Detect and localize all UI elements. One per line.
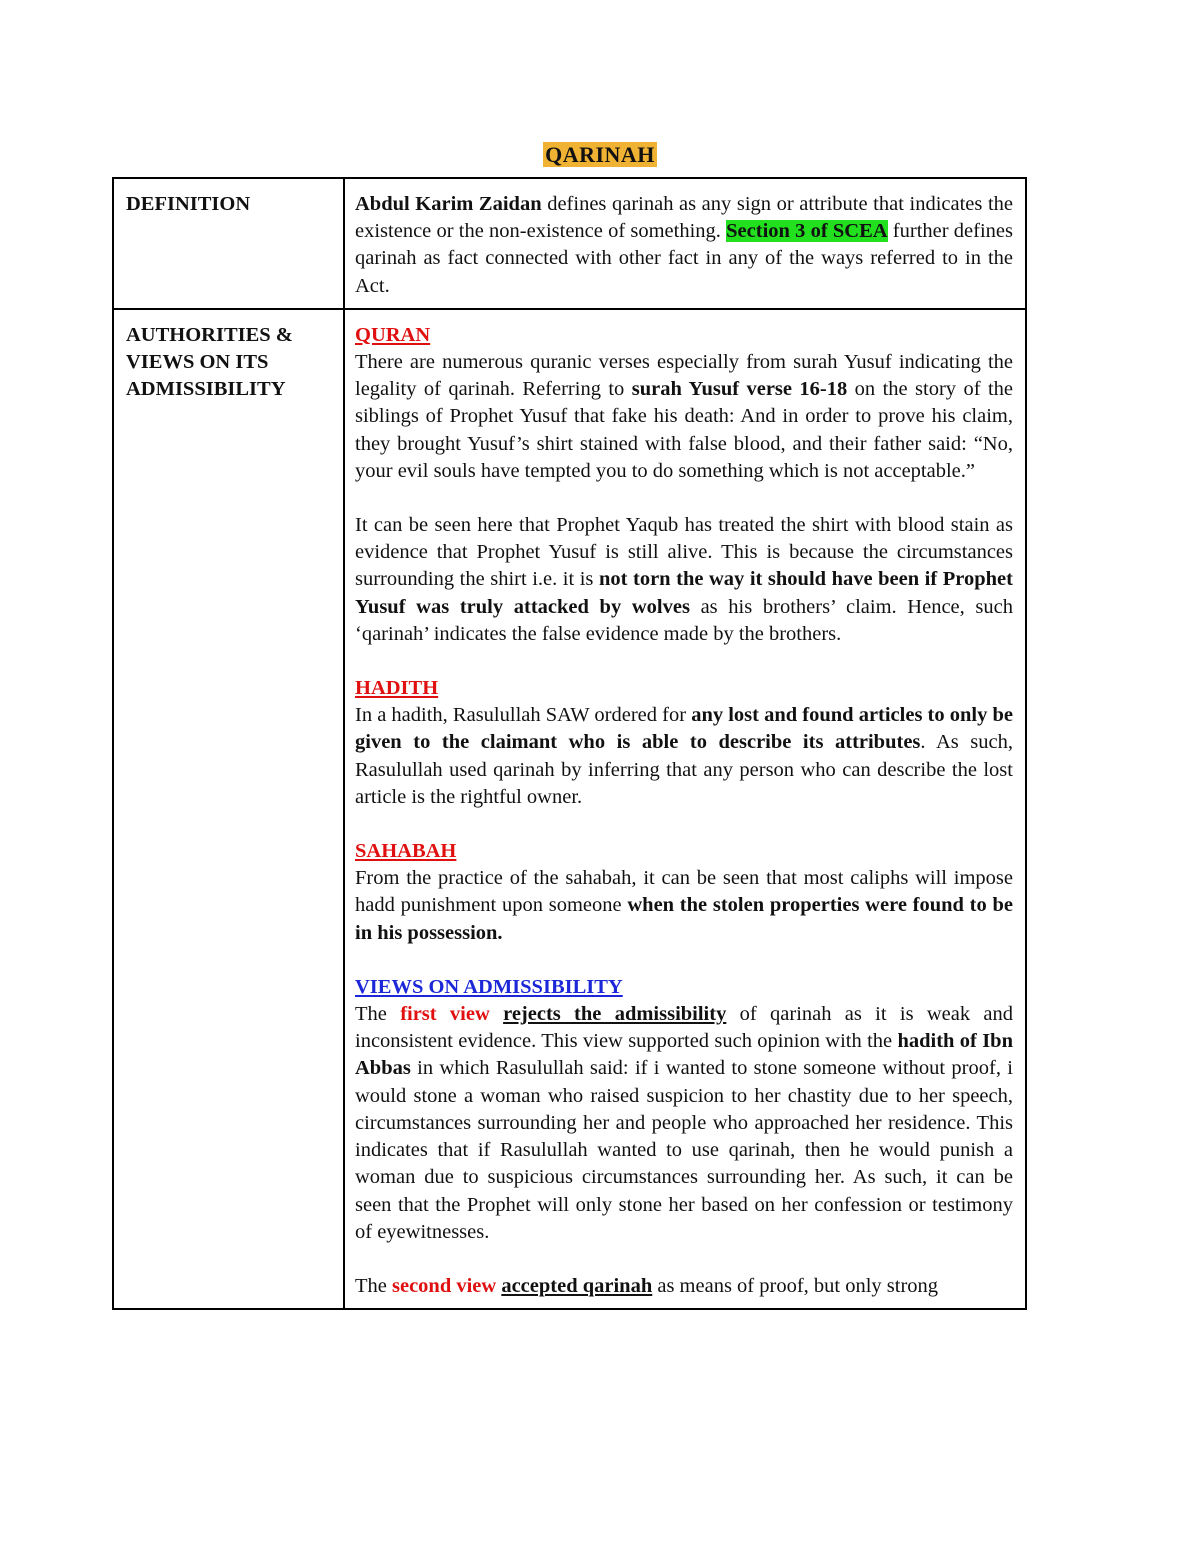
views-p1-text-b: of qarinah as it is weak and inconsistent evidence. This view supported such opinion with the xyxy=(355,1003,1014,1053)
qarinah-table xyxy=(112,177,1027,1310)
sahabah-paragraph xyxy=(355,865,1013,947)
accepted-qarinah: accepted qarinah xyxy=(501,1274,653,1297)
author-name: Abdul Karim Zaidan xyxy=(355,193,542,215)
page-title xyxy=(0,142,1200,168)
authorities-row xyxy=(113,309,1026,1309)
views-paragraph-2 xyxy=(355,1273,1013,1300)
authorities-label: AUTHORITIES & VIEWS ON ITS ADMISSIBILITY xyxy=(113,309,344,1309)
quran-heading: QURAN xyxy=(355,323,431,346)
quran-p2-bold: not torn the way it should have been if Prophet Yusuf was truly attacked by wolves xyxy=(355,568,1013,618)
views-p1-text-a: The xyxy=(355,1003,401,1026)
hadith-text-a: In a hadith, Rasulullah SAW ordered for xyxy=(355,704,692,727)
definition-text-1: defines qarinah as any sign or attribute that indicates the existence or the non-existence of something. xyxy=(355,193,1013,243)
authorities-content xyxy=(344,309,1026,1309)
sahabah-heading: SAHABAH xyxy=(355,840,457,863)
sahabah-text-a: From the practice of the sahabah, it can be seen that most caliphs will impose hadd punishment upon someone xyxy=(355,867,1013,917)
sahabah-bold: when the stolen properties were found to be in his possession. xyxy=(355,894,1013,944)
quran-p2-text-c: as his brothers’ claim. Hence, such ‘qarinah’ indicates the false evidence made by the brothers. xyxy=(355,595,1013,645)
views-heading: VIEWS ON ADMISSIBILITY xyxy=(355,975,623,998)
definition-row xyxy=(113,178,1026,309)
views-p1-space xyxy=(490,1003,503,1025)
quran-verse-ref: surah Yusuf verse 16-18 xyxy=(631,378,848,401)
first-view-label: first view xyxy=(400,1003,490,1026)
views-p2-text-b: as means of proof, but only strong xyxy=(652,1274,939,1297)
views-paragraph-1 xyxy=(355,1001,1013,1246)
hadith-text-c: . As such, Rasulullah used qarinah by inferring that any person who can describe the lost article is the rightful owner. xyxy=(355,731,1013,808)
hadith-bold: any lost and found articles to only be given to the claimant who is able to describe its attributes xyxy=(355,704,1013,754)
rejects-admissibility: rejects the admissibility xyxy=(503,1003,727,1026)
quran-p1-text-a: There are numerous quranic verses especially from surah Yusuf indicating the legality of qarinah. Referring to xyxy=(355,351,1013,401)
definition-text-2: further defines qarinah as fact connected with other fact in any of the ways referred to in the Act. xyxy=(355,220,1013,297)
quran-p1-text-c: on the story of the siblings of Prophet Yusuf that fake his death: And in order to prove his claim, they brought Yusuf’s shirt stained with false blood, and their father said: “No, your evil souls have tempted you to do something which is not acceptable.” xyxy=(355,378,1013,482)
views-p1-text-c: in which Rasulullah said: if i wanted to stone someone without proof, i would stone a woman who raised suspicion to her chastity due to her speech, circumstances surrounding her and people who approached her residence. This indicates that if Rasulullah wanted to use qarinah, then he would punish a woman due to suspicious circumstances surrounding her. As such, it can be seen that the Prophet will only stone her based on her confession or testimony of eyewitnesses. xyxy=(355,1057,1013,1243)
definition-label: DEFINITION xyxy=(113,178,344,309)
views-p2-text-a: The xyxy=(355,1274,392,1297)
hadith-paragraph xyxy=(355,702,1013,811)
section-reference-highlight: Section 3 of SCEA xyxy=(726,220,888,243)
second-view-label: second view xyxy=(392,1274,497,1297)
page-title-text: QARINAH xyxy=(545,142,655,167)
definition-content xyxy=(344,178,1026,309)
hadith-ibn-abbas: hadith of Ibn Abbas xyxy=(355,1030,1013,1080)
quran-paragraph-2 xyxy=(355,512,1013,648)
quran-paragraph-1 xyxy=(355,349,1013,485)
quran-p2-text-a: It can be seen here that Prophet Yaqub has treated the shirt with blood stain as evidence that Prophet Yusuf is still alive. This is because the circumstances surrounding the shirt i.e. it is xyxy=(355,514,1013,591)
hadith-heading: HADITH xyxy=(355,677,439,700)
